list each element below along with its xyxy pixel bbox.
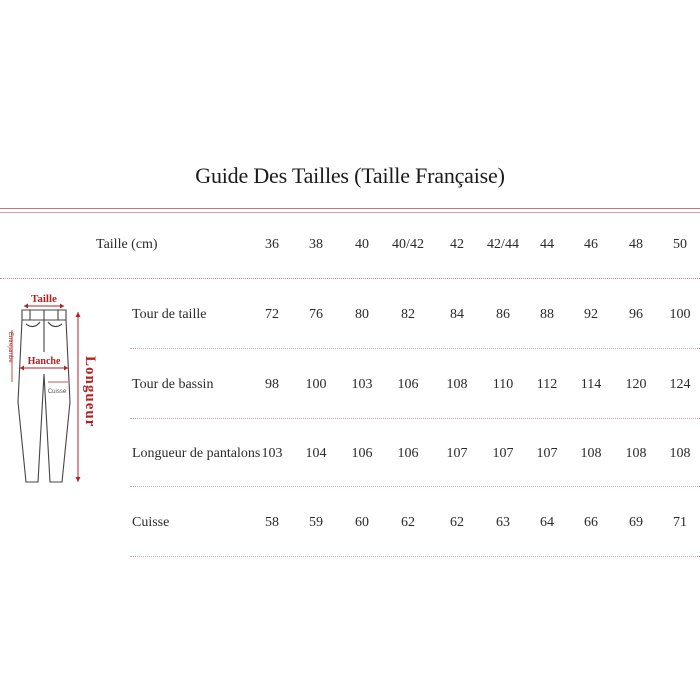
row-label: Tour de bassin <box>132 377 214 392</box>
table-cell: 107 <box>536 446 558 461</box>
table-cell: 92 <box>584 307 598 322</box>
page-title: Guide Des Tailles (Taille Française) <box>195 163 505 188</box>
table-cell: 64 <box>540 515 554 530</box>
table-cell: 66 <box>584 515 598 530</box>
table-cell: 84 <box>450 307 464 322</box>
table-cell: 112 <box>536 377 558 392</box>
size-header-cell: 48 <box>629 237 643 252</box>
diagram-entrejambe-label: Entrejambe <box>7 332 13 363</box>
table-cell: 108 <box>446 377 468 392</box>
row-divider <box>130 486 700 487</box>
size-header-cell: 46 <box>584 237 598 252</box>
trousers-outline-icon <box>18 310 70 482</box>
size-header-cell: 42 <box>450 237 464 252</box>
table-cell: 98 <box>265 377 279 392</box>
table-cell: 107 <box>492 446 514 461</box>
table-cell: 69 <box>629 515 643 530</box>
table-cell: 58 <box>265 515 279 530</box>
diagram-longueur-label: Longueur <box>82 356 98 428</box>
table-cell: 72 <box>265 307 279 322</box>
row-divider <box>130 348 700 349</box>
table-cell: 100 <box>305 377 327 392</box>
table-cell: 107 <box>446 446 468 461</box>
size-header-cell: 40/42 <box>392 237 424 252</box>
table-cell: 103 <box>261 446 283 461</box>
table-cell: 62 <box>450 515 464 530</box>
row-label: Longueur de pantalons <box>132 446 261 461</box>
table-cell: 71 <box>673 515 687 530</box>
diagram-taille-label: Taille <box>31 293 57 305</box>
row-divider <box>130 418 700 419</box>
size-header-cell: 50 <box>673 237 687 252</box>
diagram-hanche-label: Hanche <box>27 356 61 367</box>
row-label: Tour de taille <box>132 307 207 322</box>
table-cell: 60 <box>355 515 369 530</box>
table-cell: 106 <box>397 377 419 392</box>
table-cell: 108 <box>580 446 602 461</box>
table-cell: 103 <box>351 377 373 392</box>
table-cell: 114 <box>580 377 602 392</box>
table-cell: 96 <box>629 307 643 322</box>
header-label: Taille (cm) <box>96 237 158 252</box>
trousers-diagram <box>0 282 110 492</box>
table-cell: 120 <box>625 377 647 392</box>
title-rule-top <box>0 208 700 209</box>
table-cell: 108 <box>669 446 691 461</box>
table-cell: 100 <box>669 307 691 322</box>
size-header-cell: 42/44 <box>487 237 519 252</box>
table-cell: 63 <box>496 515 510 530</box>
table-cell: 82 <box>401 307 415 322</box>
row-label: Cuisse <box>132 515 170 530</box>
table-cell: 80 <box>355 307 369 322</box>
table-cell: 124 <box>669 377 691 392</box>
table-cell: 110 <box>492 377 514 392</box>
size-header-cell: 40 <box>355 237 369 252</box>
row-divider <box>130 556 700 557</box>
table-cell: 108 <box>625 446 647 461</box>
size-header-cell: 38 <box>309 237 323 252</box>
table-cell: 59 <box>309 515 323 530</box>
size-header-cell: 44 <box>540 237 554 252</box>
header-rule <box>0 278 700 279</box>
table-cell: 88 <box>540 307 554 322</box>
table-cell: 62 <box>401 515 415 530</box>
size-header-cell: 36 <box>265 237 279 252</box>
table-cell: 106 <box>351 446 373 461</box>
table-cell: 106 <box>397 446 419 461</box>
table-cell: 86 <box>496 307 510 322</box>
table-cell: 104 <box>305 446 327 461</box>
table-cell: 76 <box>309 307 323 322</box>
title-rule-bottom <box>0 212 700 213</box>
diagram-cuisse-label: Cuisse <box>47 389 67 395</box>
